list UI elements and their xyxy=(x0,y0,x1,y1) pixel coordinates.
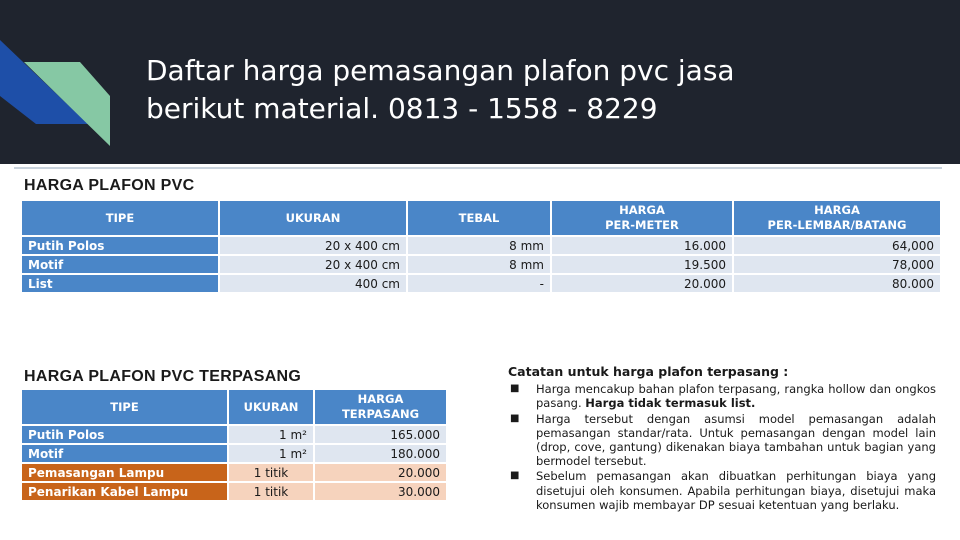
notes-title: Catatan untuk harga plafon terpasang : xyxy=(508,364,789,379)
cell-harga-lembar: 64,000 xyxy=(733,236,941,255)
table-header-row xyxy=(21,200,941,236)
cell-harga-terpasang: 20.000 xyxy=(314,463,447,482)
cell-tipe: Motif xyxy=(21,444,228,463)
cell-tipe: Motif xyxy=(21,255,219,274)
notes-list xyxy=(508,382,936,512)
cell-tipe: Putih Polos xyxy=(21,425,228,444)
pvc-installed-price-table xyxy=(20,388,448,502)
list-item xyxy=(508,382,936,410)
cell-ukuran: 20 x 400 cm xyxy=(219,236,407,255)
list-item xyxy=(508,469,936,512)
note-text: Harga mencakup bahan plafon terpasang, rangka hollow dan ongkos pasang. xyxy=(536,382,936,411)
table-row xyxy=(21,236,941,255)
cell-tipe: List xyxy=(21,274,219,293)
price-list-image xyxy=(0,164,960,540)
col-header-harga-lembar: HARGA PER-LEMBAR/BATANG xyxy=(733,200,941,236)
cell-ukuran: 20 x 400 cm xyxy=(219,255,407,274)
cell-harga-terpasang: 165.000 xyxy=(314,425,447,444)
note-text: Harga tersebut dengan asumsi model pemasangan adalah pemasangan standar/rata. Untuk pemasangan dengan model lain (drop, cove, gantung) dikenakan biaya tambahan untuk bagian yang bermodel tersebut. xyxy=(536,411,936,469)
list-item xyxy=(508,412,936,469)
cell-ukuran: 1 titik xyxy=(228,482,314,501)
col-header-harga-meter: HARGA PER-METER xyxy=(551,200,733,236)
cell-harga-meter: 19.500 xyxy=(551,255,733,274)
cell-harga-lembar: 78,000 xyxy=(733,255,941,274)
table-row xyxy=(21,482,447,501)
table1-title: HARGA PLAFON PVC xyxy=(24,177,195,194)
slide-title xyxy=(146,52,926,128)
slide-title-line-2: berikut material. 0813 - 1558 - 8229 xyxy=(146,92,658,125)
table-row xyxy=(21,274,941,293)
cell-harga-lembar: 80.000 xyxy=(733,274,941,293)
cell-ukuran: 1 m² xyxy=(228,444,314,463)
col-header-tipe: TIPE xyxy=(21,389,228,425)
divider xyxy=(14,167,942,169)
cell-tebal: - xyxy=(407,274,551,293)
notes-panel xyxy=(508,365,936,513)
pvc-price-table xyxy=(20,199,942,294)
table-row xyxy=(21,463,447,482)
cell-harga-meter: 20.000 xyxy=(551,274,733,293)
col-header-harga-terpasang: HARGA TERPASANG xyxy=(314,389,447,425)
table-row xyxy=(21,255,941,274)
cell-harga-meter: 16.000 xyxy=(551,236,733,255)
cell-tebal: 8 mm xyxy=(407,236,551,255)
table2-title: HARGA PLAFON PVC TERPASANG xyxy=(24,368,302,385)
cell-harga-terpasang: 30.000 xyxy=(314,482,447,501)
cell-harga-terpasang: 180.000 xyxy=(314,444,447,463)
cell-tipe: Putih Polos xyxy=(21,236,219,255)
cell-tipe: Pemasangan Lampu xyxy=(21,463,228,482)
slide-title-line-1: Daftar harga pemasangan plafon pvc jasa xyxy=(146,54,735,87)
table-header-row xyxy=(21,389,447,425)
cell-ukuran: 1 titik xyxy=(228,463,314,482)
note-text-bold: Harga tidak termasuk list. xyxy=(585,396,756,411)
bullet-icon: ■ xyxy=(510,383,520,395)
col-header-tipe: TIPE xyxy=(21,200,219,236)
slide-header xyxy=(0,0,960,164)
col-header-ukuran: UKURAN xyxy=(228,389,314,425)
table-row xyxy=(21,425,447,444)
decorative-chevron-shape xyxy=(0,0,140,164)
cell-tebal: 8 mm xyxy=(407,255,551,274)
note-text: Sebelum pemasangan akan dibuatkan perhitungan biaya yang disetujui oleh konsumen. Apabila perhitungan biaya, disetujui maka konsumen wajib membayar DP sesuai ketentuan yang berlaku. xyxy=(536,469,936,512)
cell-ukuran: 1 m² xyxy=(228,425,314,444)
cell-tipe: Penarikan Kabel Lampu xyxy=(21,482,228,501)
col-header-ukuran: UKURAN xyxy=(219,200,407,236)
cell-ukuran: 400 cm xyxy=(219,274,407,293)
table-row xyxy=(21,444,447,463)
bullet-icon: ■ xyxy=(510,412,520,424)
col-header-tebal: TEBAL xyxy=(407,200,551,236)
bullet-icon: ■ xyxy=(510,470,520,482)
